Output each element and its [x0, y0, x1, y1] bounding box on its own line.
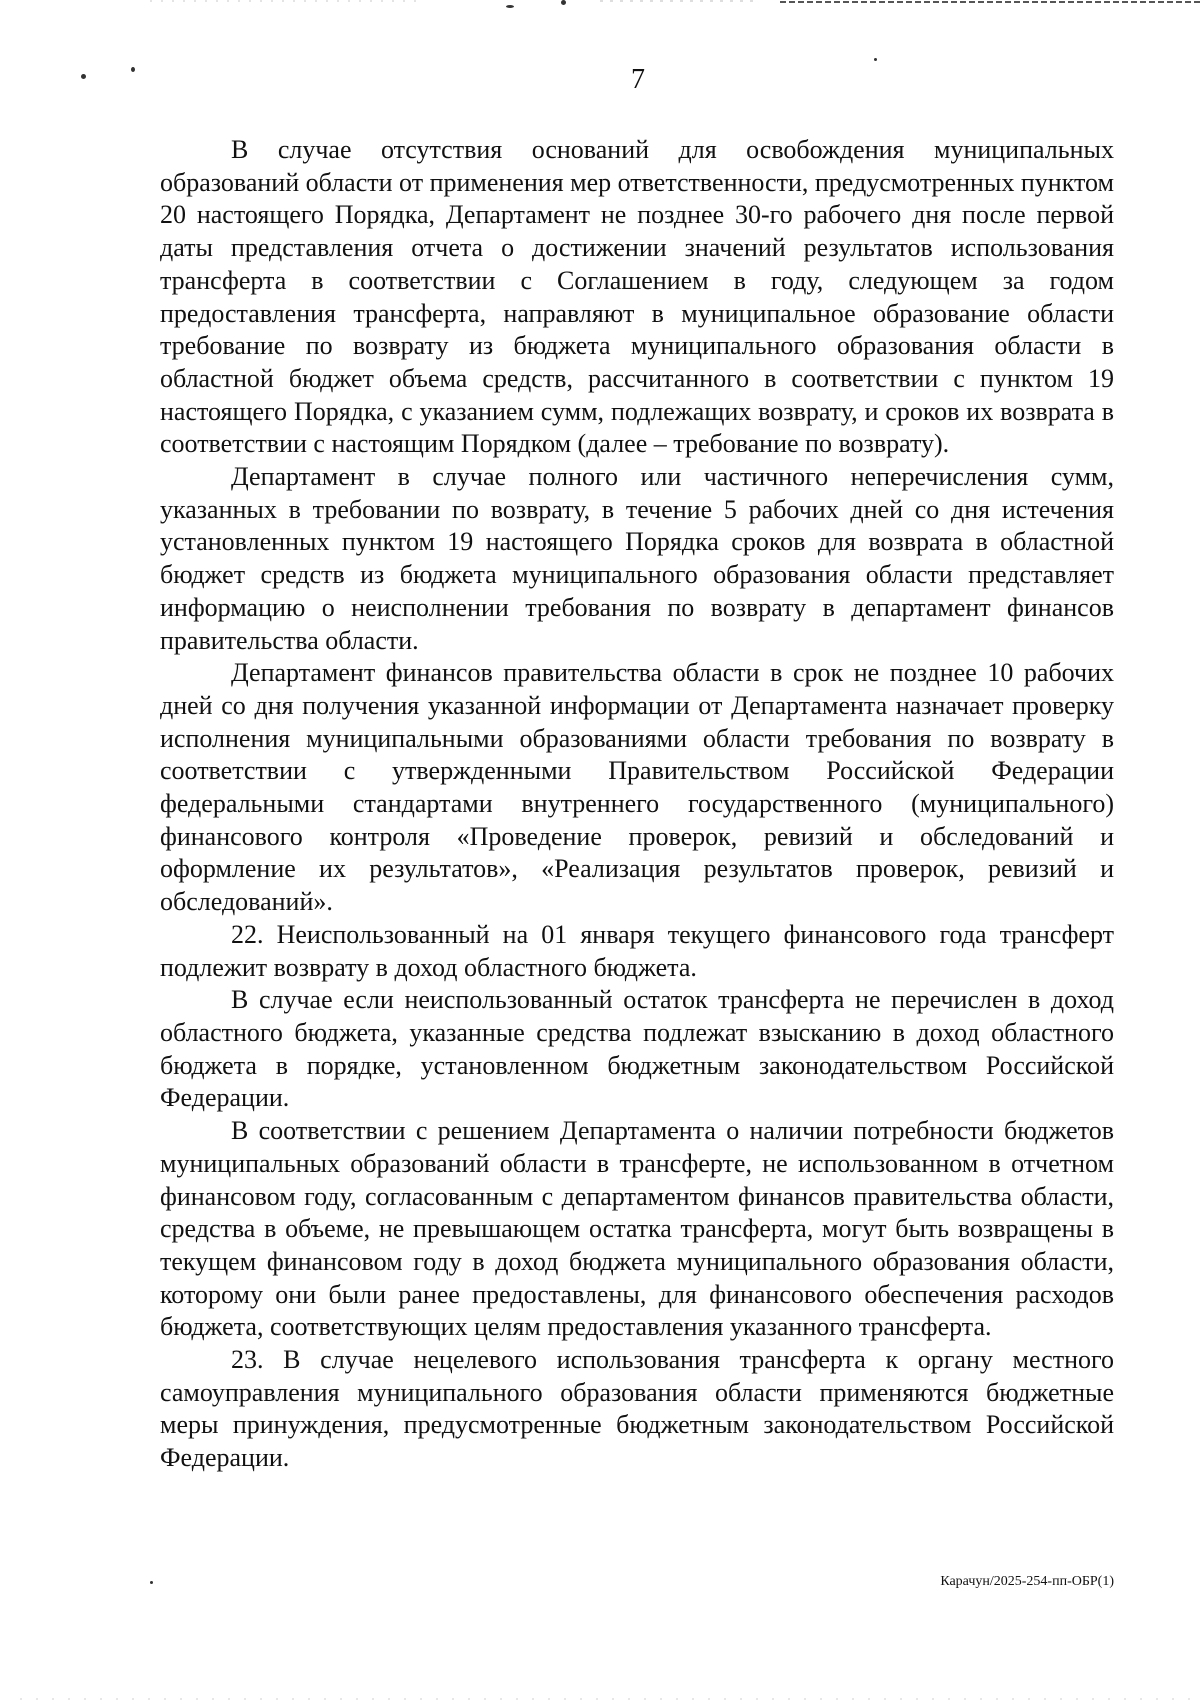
paragraph-return-to-municipal-budget: В соответствии с решением Департамента о наличии потребности бюджетов муниципальных образований области в трансферте, не использованном в отчетном финансовом году, согласованным с департаментом финансов правительства области, средства в объеме, не превышающем остатка трансферта, могут быть возвращены в текущем финансовом году в доход бюджета муниципального образования области, которому они были ранее предоставлены, для финансового обеспечения расходов бюджета, соответствующих целям предоставления указанного трансферта. [160, 1116, 1114, 1342]
paragraph-finance-audit: Департамент финансов правительства области в срок не позднее 10 рабочих дней со дня получения указанной информации от Департамента назначает проверку исполнения муниципальными образованиями области требования по возврату в соответствии с утвержденными Правительством Российской Федерации федеральными стандартами внутреннего государственного (муниципального) финансового контроля «Проведение проверок, ревизий и обследований и оформление их результатов», «Реализация результатов проверок, ревизий и обследований». [160, 658, 1114, 917]
scan-speck [561, 0, 566, 5]
document-body [160, 134, 1114, 1475]
paragraph-recovery: В случае если неиспользованный остаток трансферта не перечислен в доход областного бюджета, указанные средства подлежат взысканию в доход областного бюджета в порядке, установленном бюджетным законодательством Российской Федерации. [160, 985, 1114, 1113]
paragraph-item-23: 23. В случае нецелевого использования трансферта к органу местного самоуправления муниципального образования области применяются бюджетные меры принуждения, предусмотренные бюджетным законодательством Российской Федерации. [160, 1345, 1114, 1473]
document-code: Карачун/2025-254-пп-ОБР(1) [940, 1574, 1114, 1589]
page-number: 7 [631, 64, 645, 95]
paragraph-return-requirement: В случае отсутствия оснований для освобождения муниципальных образований области от применения мер ответственности, предусмотренных пунктом 20 настоящего Порядка, Департамент не позднее 30-го рабочего дня после первой даты представления отчета о достижении значений результатов использования трансферта в соответствии с Соглашением в году, следующем за годом предоставления трансферта, направляют в муниципальное образование области требование по возврату из бюджета муниципального образования области в областной бюджет объема средств, рассчитанного в соответствии с пунктом 19 настоящего Порядка, с указанием сумм, подлежащих возврату, и сроков их возврата в соответствии с настоящим Порядком (далее – требование по возврату). [160, 135, 1114, 459]
scan-speck [150, 1581, 153, 1584]
scan-speck [506, 5, 514, 8]
scan-edge-bottom [0, 1694, 1200, 1702]
paragraph-item-22: 22. Неиспользованный на 01 января текущего финансового года трансферт подлежит возврату в доход областного бюджета. [160, 919, 1114, 982]
scan-speck [874, 58, 877, 61]
paragraph-non-transfer-info: Департамент в случае полного или частичного неперечисления сумм, указанных в требовании по возврату, в течение 5 рабочих дней со дня истечения установленных пунктом 19 настоящего Порядка сроков для возврата в областной бюджет средств из бюджета муниципального образования области представляет информацию о неисполнении требования по возврату в департамент финансов правительства области. [160, 462, 1114, 655]
scan-edge-top [0, 0, 1200, 6]
